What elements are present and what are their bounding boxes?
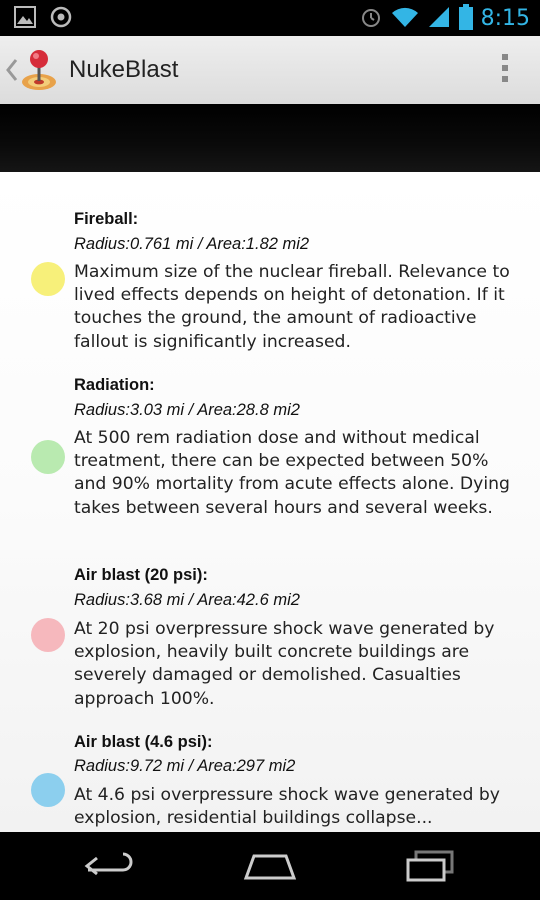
app-title: NukeBlast bbox=[69, 56, 179, 83]
nukeblast-logo-icon[interactable] bbox=[20, 48, 58, 92]
radiation-color-dot bbox=[31, 440, 65, 474]
effect-title: Fireball: bbox=[74, 210, 139, 228]
image-icon bbox=[14, 6, 36, 32]
effect-title: Air blast (4.6 psi): bbox=[74, 733, 213, 751]
home-icon[interactable] bbox=[240, 850, 300, 882]
overflow-menu-icon[interactable] bbox=[500, 54, 510, 86]
back-chevron-icon[interactable] bbox=[4, 56, 20, 84]
effect-title: Air blast (20 psi): bbox=[74, 566, 208, 584]
effect-radius-area: Radius:3.68 mi / Area:42.6 mi2 bbox=[74, 591, 300, 609]
effect-description: At 20 psi overpressure shock wave generated by explosion, heavily built concrete buildings are severely damaged or demolished. Casualties approach 100%. bbox=[74, 619, 495, 709]
recent-apps-icon[interactable] bbox=[400, 850, 460, 882]
circle-record-icon bbox=[50, 6, 72, 32]
effect-description: At 4.6 psi overpressure shock wave generated by explosion, residential buildings collapse... bbox=[74, 785, 500, 829]
signal-icon bbox=[427, 5, 451, 33]
effects-list bbox=[0, 172, 540, 832]
battery-icon bbox=[459, 4, 473, 34]
effect-radius-area: Radius:3.03 mi / Area:28.8 mi2 bbox=[74, 401, 300, 419]
navigation-bar bbox=[0, 832, 540, 900]
effect-radius-area: Radius:9.72 mi / Area:297 mi2 bbox=[74, 757, 296, 775]
fireball-color-dot bbox=[31, 262, 65, 296]
action-bar bbox=[0, 36, 540, 105]
back-icon[interactable] bbox=[83, 850, 143, 882]
status-bar bbox=[0, 0, 540, 36]
effect-description: At 500 rem radiation dose and without medical treatment, there can be expected between 50% and 90% mortality from acute effects alone. Dying takes between several hours and several weeks. bbox=[74, 428, 510, 518]
air-blast-20-color-dot bbox=[31, 618, 65, 652]
clock-time: 8:15 bbox=[480, 6, 530, 31]
effect-title: Radiation: bbox=[74, 376, 155, 394]
effect-radius-area: Radius:0.761 mi / Area:1.82 mi2 bbox=[74, 235, 310, 253]
header-banner bbox=[0, 104, 540, 172]
effect-description: Maximum size of the nuclear fireball. Relevance to lived effects depends on height of detonation. If it touches the ground, the amount of radioactive fallout is significantly increased. bbox=[74, 262, 510, 352]
alarm-icon bbox=[359, 5, 383, 33]
wifi-icon bbox=[391, 5, 419, 33]
air-blast-4-6-color-dot bbox=[31, 773, 65, 807]
